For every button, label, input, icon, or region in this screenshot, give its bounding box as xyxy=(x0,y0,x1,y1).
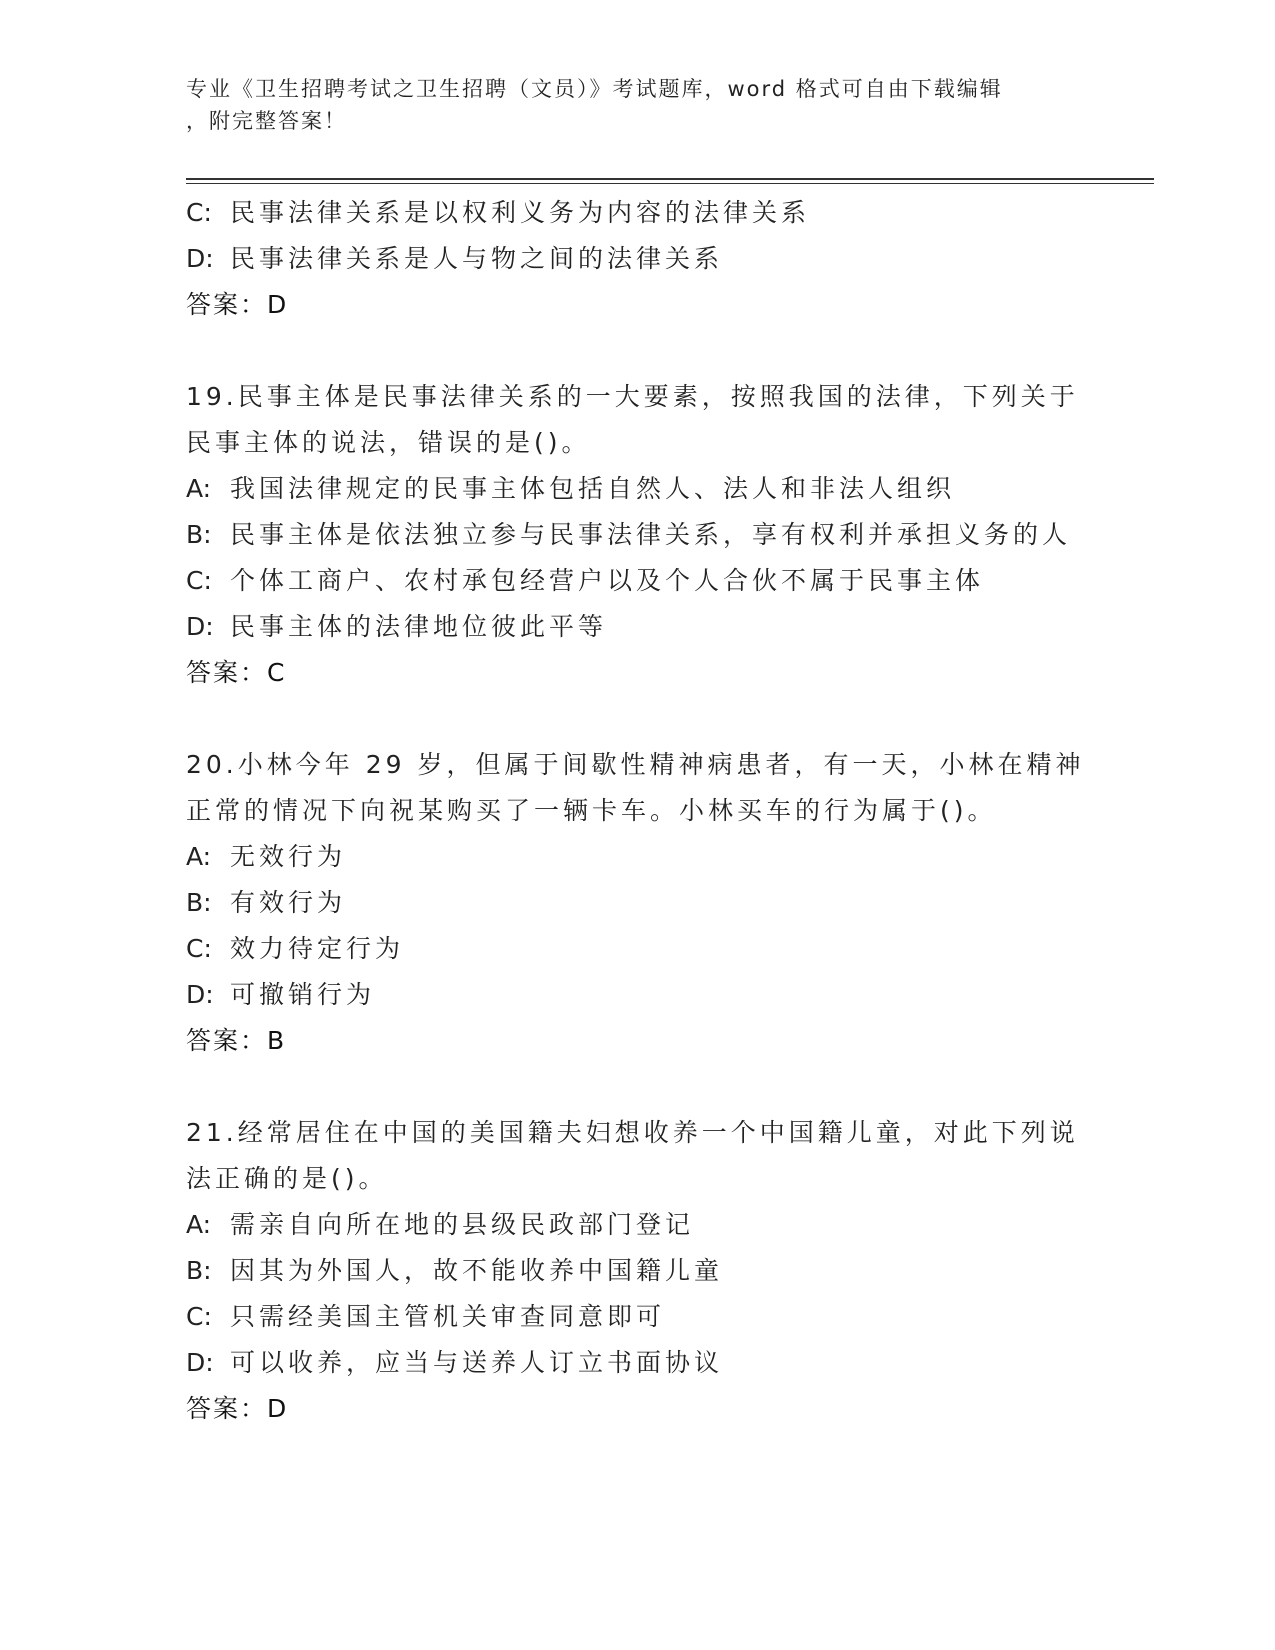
option-text: 民事主体是依法独立参与民事法律关系，享有权利并承担义务的人 xyxy=(230,520,1072,549)
option-letter: C: xyxy=(186,1302,212,1331)
option-text: 民事主体的法律地位彼此平等 xyxy=(230,612,608,641)
option-letter: D: xyxy=(186,1348,214,1377)
option-letter: D: xyxy=(186,244,214,273)
option-b xyxy=(186,880,1086,926)
option-letter: A: xyxy=(186,474,212,503)
header-divider-thick xyxy=(186,178,1154,180)
option-d xyxy=(186,236,1086,282)
option-b xyxy=(186,512,1086,558)
option-letter: D: xyxy=(186,980,214,1009)
option-letter: A: xyxy=(186,842,212,871)
question-text-line-1: 19.民事主体是民事法律关系的一大要素，按照我国的法律，下列关于 xyxy=(186,382,1079,411)
option-letter: B: xyxy=(186,888,212,917)
answer: 答案：D xyxy=(186,1394,289,1423)
document-body xyxy=(186,190,1086,1432)
option-d xyxy=(186,1340,1086,1386)
option-letter: B: xyxy=(186,520,212,549)
question-20 xyxy=(186,742,1086,1064)
option-c xyxy=(186,926,1086,972)
option-letter: B: xyxy=(186,1256,212,1285)
option-d xyxy=(186,972,1086,1018)
question-text-line-1: 20.小林今年 29 岁，但属于间歇性精神病患者，有一天，小林在精神 xyxy=(186,750,1085,779)
option-letter: C: xyxy=(186,566,212,595)
question-19 xyxy=(186,374,1086,696)
option-c xyxy=(186,558,1086,604)
answer: 答案：B xyxy=(186,1026,287,1055)
question-text-line-2: 正常的情况下向祝某购买了一辆卡车。小林买车的行为属于()。 xyxy=(186,796,997,825)
option-b xyxy=(186,1248,1086,1294)
option-text: 可以收养，应当与送养人订立书面协议 xyxy=(230,1348,724,1377)
option-letter: C: xyxy=(186,934,212,963)
question-text-line-1: 21.经常居住在中国的美国籍夫妇想收养一个中国籍儿童，对此下列说 xyxy=(186,1118,1079,1147)
option-a xyxy=(186,1202,1086,1248)
option-letter: C: xyxy=(186,198,212,227)
option-text: 因其为外国人，故不能收养中国籍儿童 xyxy=(230,1256,724,1285)
document-header xyxy=(186,73,1086,137)
option-text: 个体工商户、农村承包经营户以及个人合伙不属于民事主体 xyxy=(230,566,985,595)
question-text-line-2: 法正确的是()。 xyxy=(186,1164,388,1193)
option-text: 只需经美国主管机关审查同意即可 xyxy=(230,1302,666,1331)
question-text-line-2: 民事主体的说法，错误的是()。 xyxy=(186,428,591,457)
question-21 xyxy=(186,1110,1086,1432)
option-text: 民事法律关系是以权利义务为内容的法律关系 xyxy=(230,198,811,227)
option-c xyxy=(186,190,1086,236)
option-text: 需亲自向所在地的县级民政部门登记 xyxy=(230,1210,695,1239)
option-text: 效力待定行为 xyxy=(230,934,405,963)
option-text: 民事法律关系是人与物之间的法律关系 xyxy=(230,244,724,273)
header-line-2: ，附完整答案！ xyxy=(186,109,347,133)
option-d xyxy=(186,604,1086,650)
option-letter: D: xyxy=(186,612,214,641)
option-text: 无效行为 xyxy=(230,842,347,871)
answer: 答案：C xyxy=(186,658,287,687)
option-c xyxy=(186,1294,1086,1340)
option-letter: A: xyxy=(186,1210,212,1239)
answer: 答案：D xyxy=(186,290,289,319)
option-text: 我国法律规定的民事主体包括自然人、法人和非法人组织 xyxy=(230,474,956,503)
option-text: 有效行为 xyxy=(230,888,347,917)
option-a xyxy=(186,466,1086,512)
header-line-1: 专业《卫生招聘考试之卫生招聘（文员）》考试题库，word 格式可自由下载编辑 xyxy=(186,77,1003,101)
option-a xyxy=(186,834,1086,880)
header-divider-thin xyxy=(186,183,1154,184)
option-text: 可撤销行为 xyxy=(230,980,376,1009)
question-18-tail xyxy=(186,190,1086,328)
